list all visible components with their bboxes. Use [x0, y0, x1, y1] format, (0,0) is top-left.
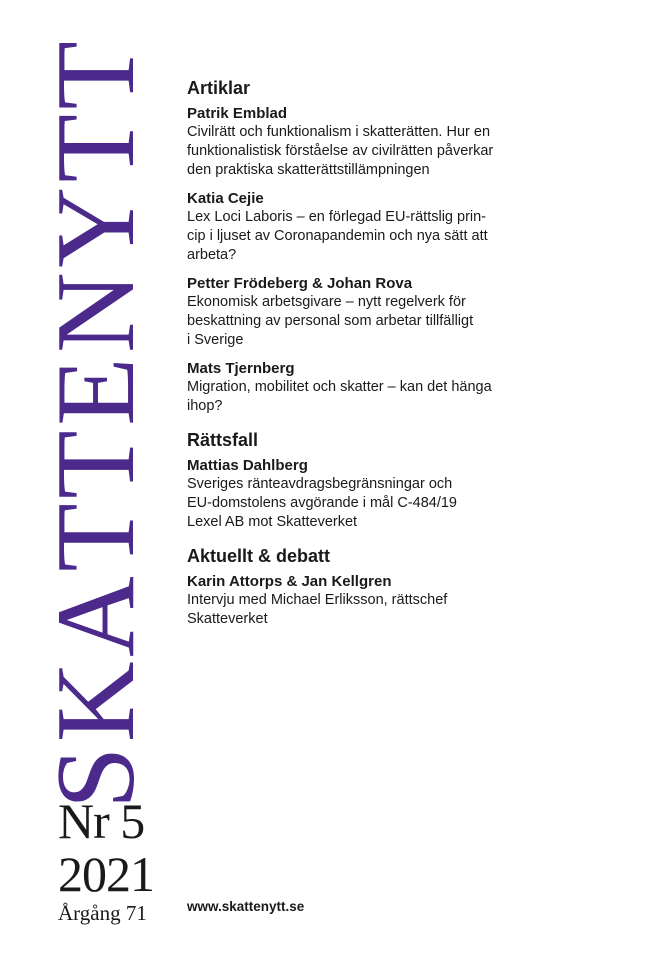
masthead-letter: K	[34, 663, 158, 743]
contents-section	[187, 76, 647, 416]
article-entry	[187, 274, 647, 350]
article-title-line: Skatteverket	[187, 611, 268, 627]
issue-volume: Årgång 71	[58, 901, 147, 925]
article-author: Karin Attorps & Jan Kellgren	[187, 573, 392, 590]
masthead-letter: Y	[34, 188, 158, 268]
masthead-letter: T	[34, 115, 158, 183]
article-title-line: Migration, mobilitet och skatter – kan det hänga	[187, 379, 492, 395]
article-entry	[187, 572, 647, 629]
article-entry	[187, 359, 647, 416]
masthead-letter: A	[34, 578, 158, 657]
section-heading: Rättsfall	[187, 430, 259, 450]
article-title-line: Civilrätt och funktionalism i skatterätten. Hur en	[187, 124, 491, 140]
article-title-line: cip i ljuset av Coronapandemin och nya sätt att	[187, 228, 488, 244]
article-title-line: beskattning av personal som arbetar tillfälligt	[187, 313, 474, 329]
masthead-letter: S	[34, 748, 158, 809]
contents-section	[187, 544, 647, 629]
article-title-line: ihop?	[187, 398, 223, 414]
table-of-contents	[187, 76, 647, 638]
section-heading: Aktuellt & debatt	[187, 546, 331, 566]
article-title-line: EU-domstolens avgörande i mål C-484/19	[187, 495, 457, 511]
masthead-letter: N	[34, 274, 158, 354]
article-entry	[187, 189, 647, 265]
website-url: www.skattenytt.se	[187, 899, 305, 914]
masthead-letter: T	[34, 432, 158, 499]
article-title-line: Lex Loci Laboris – en förlegad EU-rättslig prin-	[187, 209, 487, 225]
contents-section	[187, 428, 647, 532]
issue-year: 2021	[58, 846, 154, 902]
section-heading: Artiklar	[187, 78, 251, 98]
article-title-line: i Sverige	[187, 332, 244, 348]
article-title-line: Intervju med Michael Erliksson, rättschef	[187, 592, 448, 608]
article-title-line: Sveriges ränteavdragsbegränsningar och	[187, 476, 453, 492]
issue-number: Nr 5	[58, 793, 145, 849]
article-title-line: Lexel AB mot Skatteverket	[187, 514, 358, 530]
masthead-letter: T	[34, 43, 158, 110]
article-author: Mats Tjernberg	[187, 360, 295, 377]
article-title-line: funktionalistisk förståelse av civilrätten påverkar	[187, 143, 494, 159]
masthead-letter: E	[34, 359, 158, 426]
article-entry	[187, 456, 647, 532]
article-entry	[187, 104, 647, 180]
article-author: Petter Frödeberg & Johan Rova	[187, 275, 413, 292]
issue-info	[58, 795, 154, 925]
article-author: Katia Cejie	[187, 190, 264, 207]
article-author: Patrik Emblad	[187, 105, 288, 122]
article-title-line: Ekonomisk arbetsgivare – nytt regelverk för	[187, 294, 466, 310]
masthead-letter: T	[34, 505, 158, 572]
article-title-line: den praktiska skatterättstillämpningen	[187, 162, 430, 178]
article-author: Mattias Dahlberg	[187, 457, 308, 474]
article-title-line: arbeta?	[187, 247, 237, 263]
masthead-title	[34, 43, 158, 809]
